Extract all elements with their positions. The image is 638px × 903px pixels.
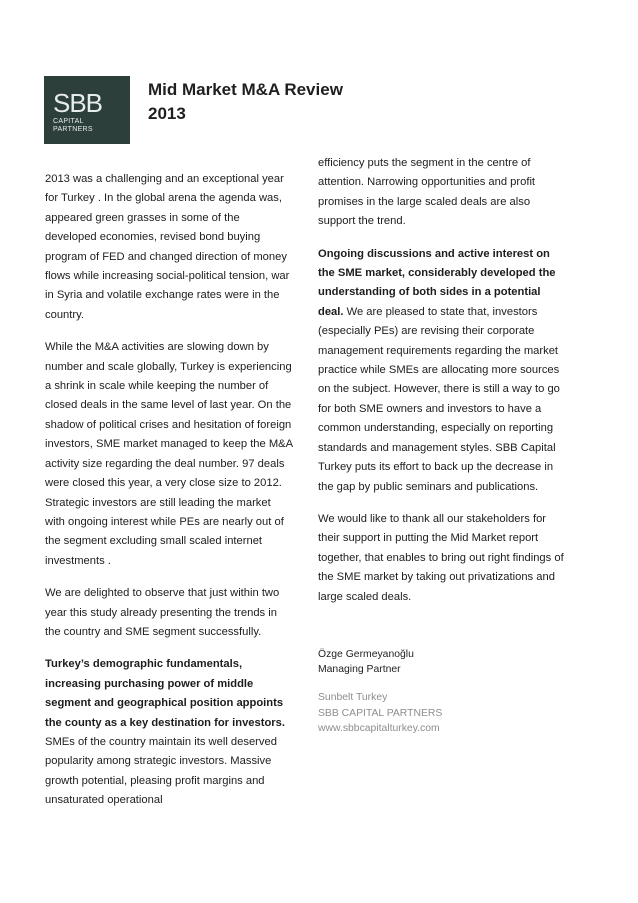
paragraph-2: While the M&A activities are slowing down by number and scale globally, Turkey is experiencing a shrink in scale while keeping the number of closed deals in the same level of last year. On the shadow of political crises and hesitation of foreign investors, SME market managed to keep the M&A activity size regarding the deal number. 97 deals were closed this year, a very close size to 2012. Strategic investors are still leading the market with ongoing interest while PEs are nearly out of the segment excluding small scaled internet investments . [45,341,293,567]
firm-name: Sunbelt Turkey [318,692,388,703]
signatory-role: Managing Partner [318,663,401,675]
company-logo [44,76,130,144]
paragraph-1: 2013 was a challenging and an exceptional year for Turkey . In the global arena the agenda was, appeared green grasses in some of the developed economies, revised bond buying program of FED and changed direction of money flows while increasing social-political tension, war in Syria and volatile exchange rates were in the country. [45,173,290,321]
firm-website: www.sbbcapitalturkey.com [318,723,440,734]
paragraph-6 [318,245,566,497]
firm-details [318,690,442,737]
paragraph-7: We would like to thank all our stakeholders for their support in putting the Mid Market report together, that enables to bring out right findings of the SME market by taking out privatizations and large scaled deals. [318,512,564,603]
left-column [45,170,293,824]
title-line-2: 2013 [148,104,186,123]
paragraph-6-emphasis: Ongoing discussions and active interest on the SME market, considerably developed the understanding of both sides in a potential deal. [318,247,556,318]
paragraph-4-emphasis: Turkey’s demographic fundamentals, increasing purchasing power of middle segment and geographical position appoints the county as a key destination for investors. [45,658,285,729]
paragraph-4-body: SMEs of the country maintain its well deserved popularity among strategic investors. Massive growth potential, pleasing profit margins and unsaturated operational [45,735,277,807]
logo-wordmark: SBB [53,88,103,118]
right-column [318,154,566,620]
document-title [148,78,343,126]
paragraph-5: efficiency puts the segment in the centre of attention. Narrowing opportunities and profit promises in the large scaled deals are also support the trend. [318,157,536,228]
paragraph-4 [45,655,293,810]
logo-subtext: CAPITAL PARTNERS [53,118,93,133]
title-line-1: Mid Market M&A Review [148,80,343,99]
paragraph-6-body: We are pleased to state that, investors (especially PEs) are revising their corporate management requirements regarding the market practice while SMEs are allocating more sources on the subject. However, there is still a way to go for both SME owners and investors to have a common understanding, especially on reporting standards and management styles. SBB Capital Turkey puts its effort to back up the decrease in the gap by public seminars and publications. [318,305,560,493]
paragraph-3: We are delighted to observe that just within two year this study already presenting the trends in the country and SME segment successfully. [45,587,280,638]
signatory-name: Özge Germeyanoğlu [318,649,414,660]
firm-brand: SBB CAPITAL PARTNERS [318,707,443,719]
signature-block [318,648,414,677]
